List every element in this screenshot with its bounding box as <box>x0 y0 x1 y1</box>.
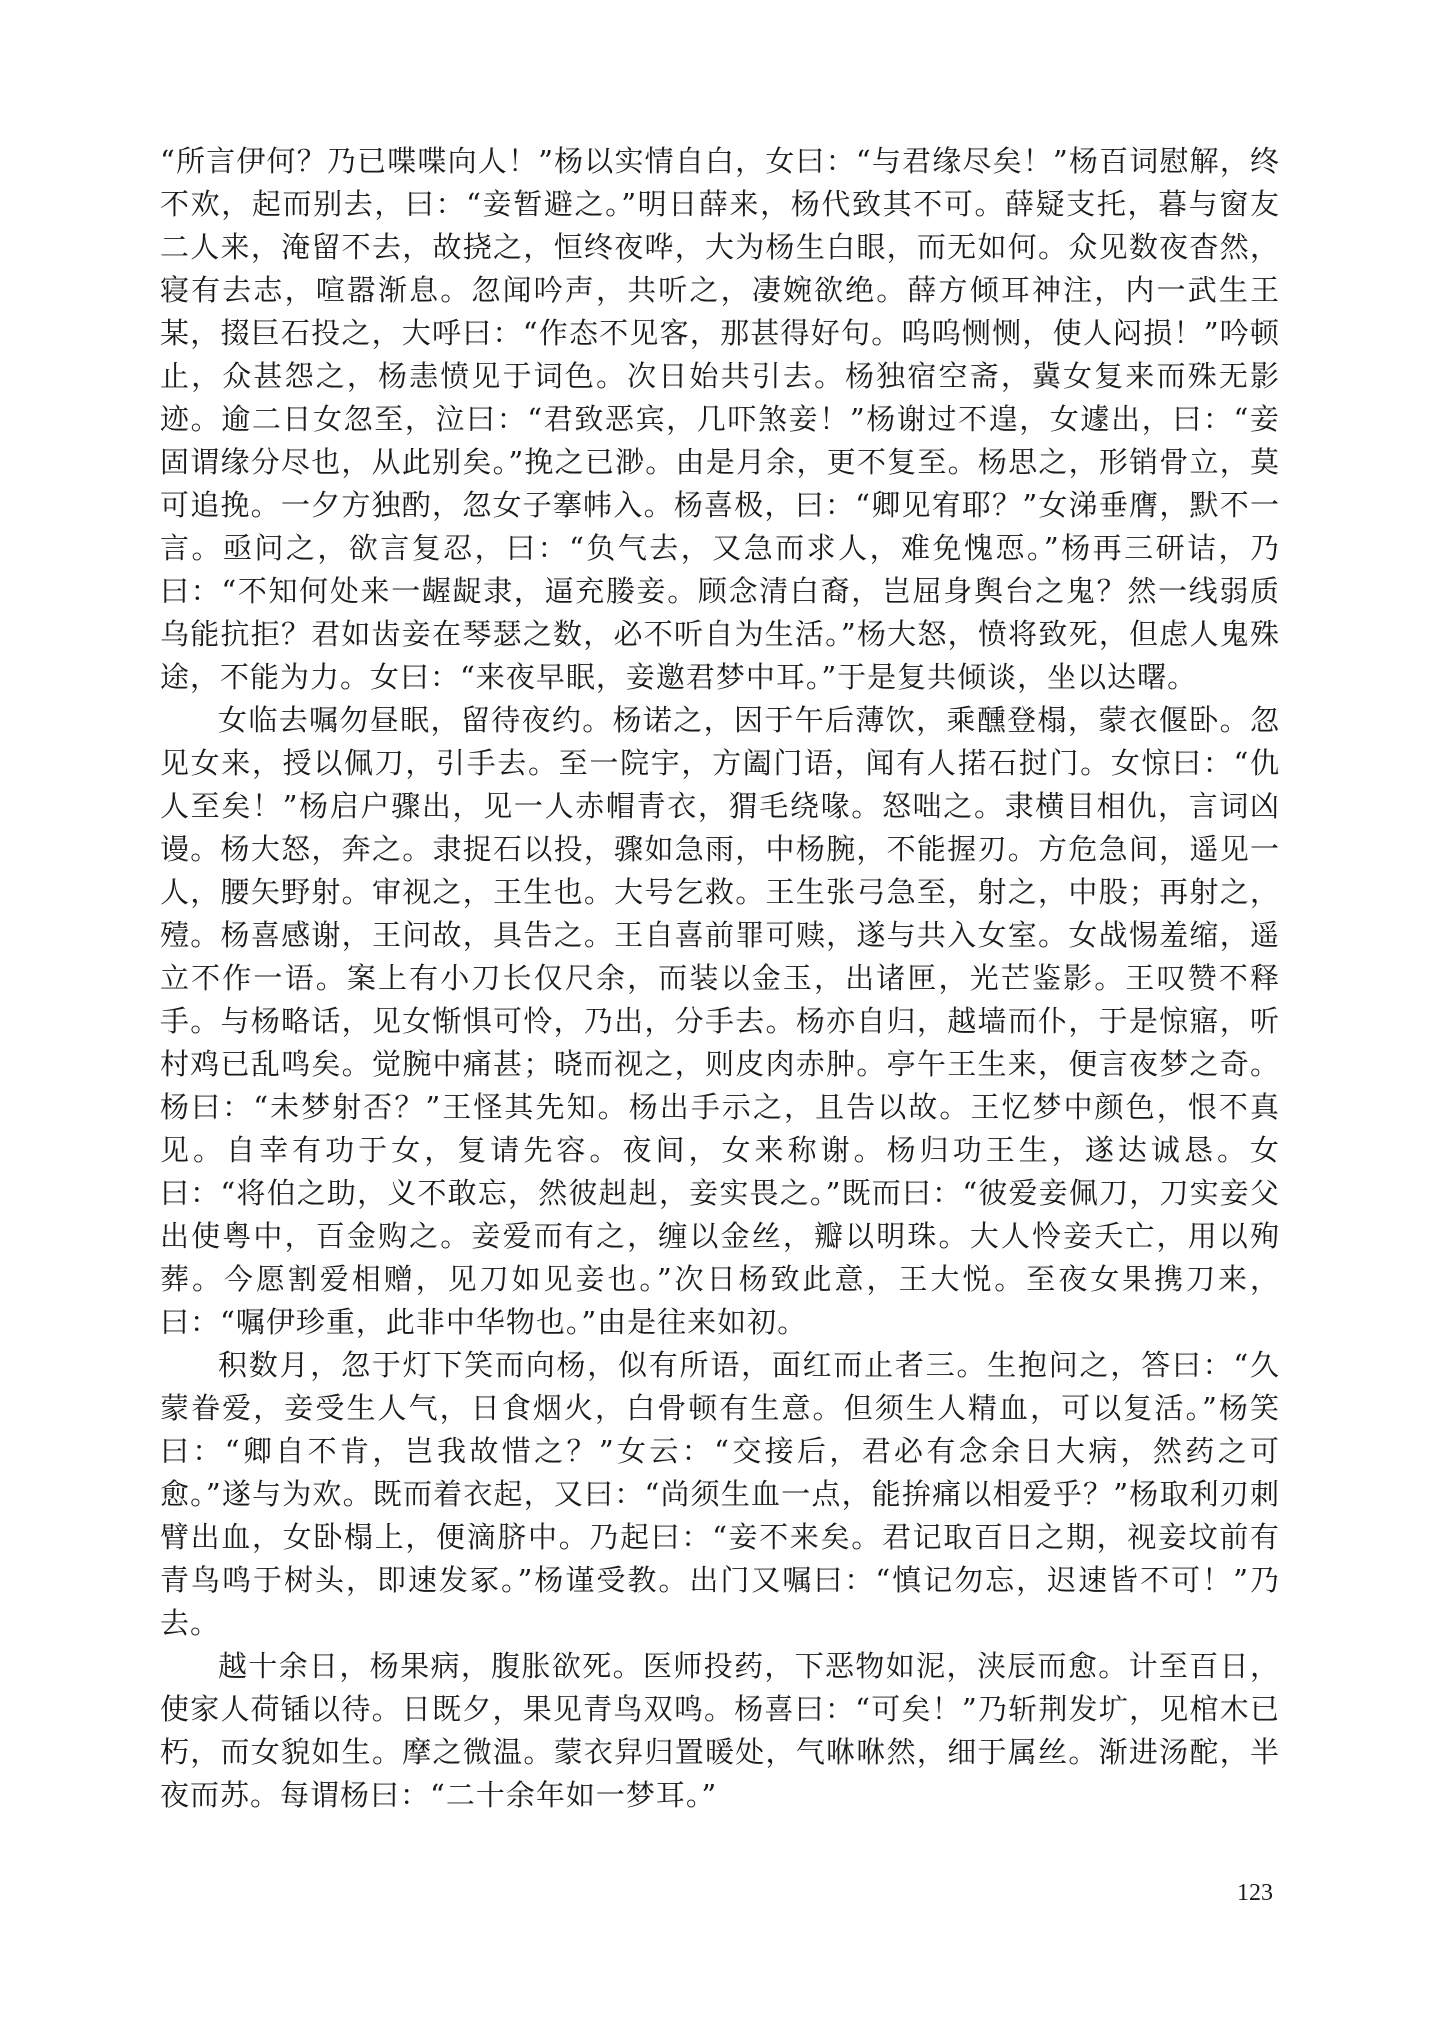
paragraph: 越十余日，杨果病，腹胀欲死。医师投药，下恶物如泥，浃辰而愈。计至百日，使家人荷锸以待。日既夕，果见青鸟双鸣。杨喜曰：“可矣！”乃斩荆发圹，见棺木已朽，而女貌如生。摩之微温。蒙衣舁归置暖处，气咻咻然，细于属丝。渐进汤酡，半夜而苏。每谓杨曰：“二十余年如一梦耳。” <box>160 1649 1280 1812</box>
paragraph: 积数月，忽于灯下笑而向杨，似有所语，面红而止者三。生抱问之，答曰：“久蒙眷爱，妾受生人气，日食烟火，白骨顿有生意。但须生人精血，可以复活。”杨笑曰：“卿自不肯，岂我故惜之？”女云：“交接后，君必有念余日大病，然药之可愈。”遂与为欢。既而着衣起，又曰：“尚须生血一点，能拚痛以相爱乎？”杨取利刃刺臂出血，女卧榻上，便滴脐中。乃起曰：“妾不来矣。君记取百日之期，视妾坟前有青鸟鸣于树头，即速发冢。”杨谨受教。出门又嘱曰：“慎记勿忘，迟速皆不可！”乃去。 <box>160 1348 1280 1640</box>
body-text <box>160 140 1280 1817</box>
page-number: 123 <box>1237 1880 1273 1906</box>
paragraph: “所言伊何？乃已喋喋向人！”杨以实情自白，女曰：“与君缘尽矣！”杨百词慰解，终不欢，起而别去，曰：“妾暂避之。”明日薛来，杨代致其不可。薛疑支托，暮与窗友二人来，淹留不去，故挠之，恒终夜哗，大为杨生白眼，而无如何。众见数夜杳然，寝有去志，喧嚣渐息。忽闻吟声，共听之，凄婉欲绝。薛方倾耳神注，内一武生王某，掇巨石投之，大呼曰：“作态不见客，那甚得好句。呜呜恻恻，使人闷损！”吟顿止，众甚怨之，杨恚愤见于词色。次日始共引去。杨独宿空斋，冀女复来而殊无影迹。逾二日女忽至，泣曰：“君致恶宾，几吓煞妾！”杨谢过不遑，女遽出，曰：“妾固谓缘分尽也，从此别矣。”挽之已渺。由是月余，更不复至。杨思之，形销骨立，莫可追挽。一夕方独酌，忽女子搴帏入。杨喜极，曰：“卿见宥耶？”女涕垂膺，默不一言。亟问之，欲言复忍，曰：“负气去，又急而求人，难免愧恧。”杨再三研诘，乃曰：“不知何处来一龌龊隶，逼充媵妾。顾念清白裔，岂屈身舆台之鬼？然一线弱质乌能抗拒？君如齿妾在琴瑟之数，必不听自为生活。”杨大怒，愤将致死，但虑人鬼殊途，不能为力。女曰：“来夜早眠，妾邀君梦中耳。”于是复共倾谈，坐以达曙。 <box>160 144 1280 694</box>
paragraph: 女临去嘱勿昼眠，留待夜约。杨诺之，因于午后薄饮，乘醺登榻，蒙衣偃卧。忽见女来，授以佩刀，引手去。至一院宇，方阖门语，闻有人掿石挝门。女惊曰：“仇人至矣！”杨启户骤出，见一人赤帽青衣，猬毛绕喙。怒咄之。隶横目相仇，言词凶谩。杨大怒，奔之。隶捉石以投，骤如急雨，中杨腕，不能握刃。方危急间，遥见一人，腰矢野射。审视之，王生也。大号乞救。王生张弓急至，射之，中股；再射之，殪。杨喜感谢，王问故，具告之。王自喜前罪可赎，遂与共入女室。女战惕羞缩，遥立不作一语。案上有小刀长仅尺余，而装以金玉，出诸匣，光芒鉴影。王叹赞不释手。与杨略话，见女惭惧可怜，乃出，分手去。杨亦自归，越墙而仆，于是惊寤，听村鸡已乱鸣矣。觉腕中痛甚；晓而视之，则皮肉赤肿。亭午王生来，便言夜梦之奇。杨曰：“未梦射否？”王怪其先知。杨出手示之，且告以故。王忆梦中颜色，恨不真见。自幸有功于女，复请先容。夜间，女来称谢。杨归功王生，遂达诚恳。女曰：“将伯之助，义不敢忘，然彼赳赳，妾实畏之。”既而曰：“彼爱妾佩刀，刀实妾父出使粤中，百金购之。妾爱而有之，缠以金丝，瓣以明珠。大人怜妾夭亡，用以殉葬。今愿割爱相赠，见刀如见妾也。”次日杨致此意，王大悦。至夜女果携刀来，曰：“嘱伊珍重，此非中华物也。”由是往来如初。 <box>160 703 1280 1339</box>
